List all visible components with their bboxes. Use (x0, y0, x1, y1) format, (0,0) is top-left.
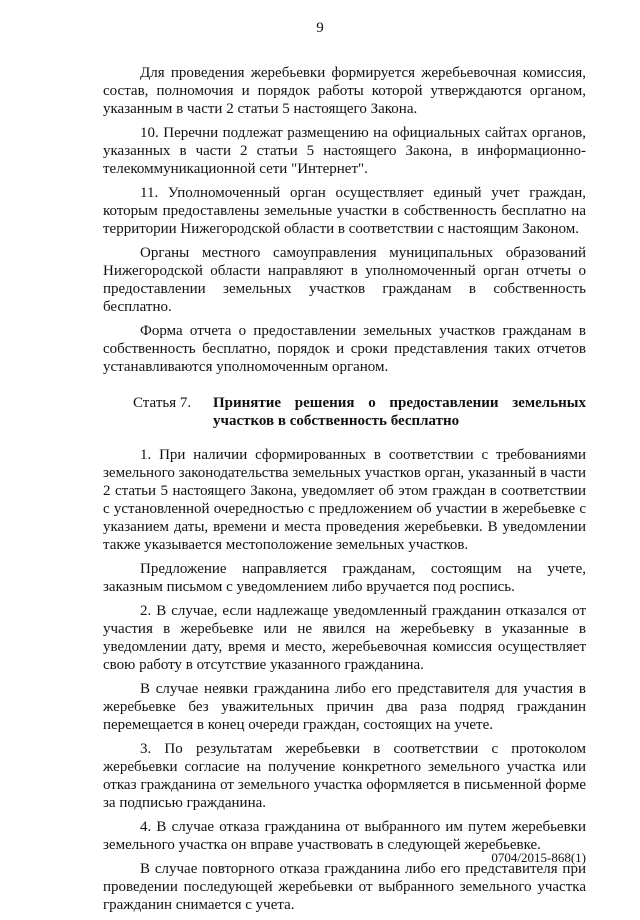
page-number: 9 (316, 20, 324, 36)
paragraph: 11. Уполномоченный орган осуществляет единый учет граждан, которым предоставлены земельные участки в собственность бесплатно на территории Нижегородской области в соответствии с настоящим Законом. (103, 185, 586, 237)
paragraph: Форма отчета о предоставлении земельных участков гражданам в собственность бесплатно, порядок и сроки представления таких отчетов устанавливаются уполномоченным органом. (103, 323, 586, 375)
paragraph: 10. Перечни подлежат размещению на официальных сайтах органов, указанных в части 2 статьи 5 настоящего Закона, в информационно-телекоммуникационной сети "Интернет". (103, 125, 586, 177)
document-body (103, 64, 586, 920)
article-heading (103, 394, 586, 430)
document-code: 0704/2015-868(1) (491, 850, 586, 865)
paragraph: 1. При наличии сформированных в соответствии с требованиями земельного законодательства земельных участков орган, указанный в части 2 статьи 5 настоящего Закона, уведомляет об этом граждан в соответствии с установленной очередностью с предложением об участии в жеребьевке с указанием даты, времени и места проведения жеребьевки. В уведомлении также указывается местоположение земельных участков. (103, 447, 586, 553)
paragraph: Органы местного самоуправления муниципальных образований Нижегородской области направляют в уполномоченный орган отчеты о предоставлении земельных участков гражданам в собственность бесплатно. (103, 245, 586, 315)
paragraph: Предложение направляется гражданам, состоящим на учете, заказным письмом с уведомлением либо вручается под роспись. (103, 561, 586, 595)
article-number: Статья 7. (133, 395, 192, 411)
paragraph: 2. В случае, если надлежаще уведомленный гражданин отказался от участия в жеребьевке или не явился на жеребьевку в указанные в уведомлении дату, время и место, жеребьевочная комиссия осуществляет свою работу в отсутствие указанного гражданина. (103, 603, 586, 673)
paragraph: 4. В случае отказа гражданина от выбранного им путем жеребьевки земельного участка он вправе участвовать в следующей жеребьевке. (103, 819, 586, 853)
article-title: Принятие решения о предоставлении земельных участков в собственность бесплатно (213, 395, 586, 429)
paragraph: 3. По результатам жеребьевки в соответствии с протоколом жеребьевки согласие на получение конкретного земельного участка или отказ гражданина от земельного участка оформляется в письменной форме за подписью гражданина. (103, 741, 586, 811)
paragraph: В случае неявки гражданина либо его представителя для участия в жеребьевке без уважительных причин два раза подряд гражданин перемещается в конец очереди граждан, состоящих на учете. (103, 681, 586, 733)
paragraph: В случае повторного отказа гражданина либо его представителя при проведении последующей жеребьевки от выбранного земельного участка гражданин снимается с учета. (103, 861, 586, 913)
paragraph: Для проведения жеребьевки формируется жеребьевочная комиссия, состав, полномочия и порядок работы которой утверждаются органом, указанным в части 2 статьи 5 настоящего Закона. (103, 65, 586, 117)
